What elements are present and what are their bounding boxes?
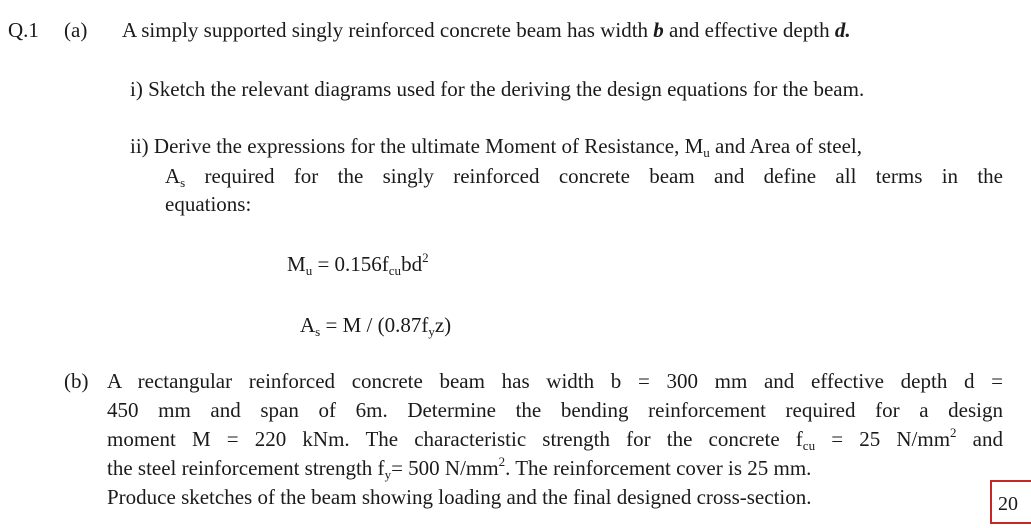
part-b-line3-mid: = 25 N/mm: [815, 427, 951, 451]
eq1-f-sub: cu: [388, 263, 402, 278]
item-ii-A: A: [165, 164, 181, 188]
period: .: [845, 18, 851, 42]
eq2-lhs: A: [300, 313, 316, 337]
part-b-line4-end: . The reinforcement cover is 25 mm.: [505, 456, 812, 480]
item-ii-line2: [165, 164, 1003, 189]
marks-box: [990, 480, 1031, 524]
part-b-line5: Produce sketches of the beam showing loading and the final designed cross-section.: [107, 485, 812, 509]
eq2-mid: = M / (0.87f: [320, 313, 429, 337]
eq1-lhs: M: [287, 252, 306, 276]
and-effective-depth: and effective depth: [669, 18, 830, 42]
question-number: Q.1: [8, 18, 39, 42]
item-ii-line3: equations:: [165, 192, 252, 216]
sub-s: s: [180, 175, 186, 190]
eq2-f-sub: y: [428, 324, 435, 339]
part-b-line4-sup: 2: [498, 454, 506, 469]
var-d: d: [834, 18, 846, 42]
item-ii-line1: [130, 134, 862, 159]
part-b-line3-pre: moment M = 220 kNm. The characteristic strength for the concrete f: [107, 427, 803, 451]
part-b-line3-end: and: [956, 427, 1003, 451]
part-a-label: (a): [64, 18, 88, 42]
item-ii-text-end: and Area of steel,: [709, 134, 862, 158]
part-a-intro-text: A simply supported singly reinforced concrete beam has width: [122, 18, 649, 42]
item-i: i) Sketch the relevant diagrams used for the deriving the design equations for the beam.: [130, 77, 865, 101]
part-b-line4: [107, 456, 811, 481]
part-b-line4-pre: the steel reinforcement strength f: [107, 456, 385, 480]
eq2-lhs-sub: s: [315, 324, 321, 339]
eq1-sup: 2: [422, 250, 429, 265]
item-ii-line2-text: required for the singly reinforced concrete beam and define all terms in the: [185, 164, 1003, 188]
equation-area-steel: [300, 313, 451, 338]
item-ii-text: ii) Derive the expressions for the ultimate Moment of Resistance, M: [130, 134, 704, 158]
part-b-line4-sub: y: [384, 467, 392, 482]
eq1-lhs-sub: u: [305, 263, 313, 278]
part-b-label: (b): [64, 369, 89, 393]
part-b-line2: 450 mm and span of 6m. Determine the bending reinforcement required for a design: [107, 398, 1003, 422]
eq1-tail: bd: [401, 252, 423, 276]
eq1-mid: = 0.156f: [312, 252, 389, 276]
eq2-tail: z): [434, 313, 452, 337]
part-b-line3-sup: 2: [950, 425, 957, 440]
var-b: b: [653, 18, 664, 42]
equation-moment: [287, 252, 429, 277]
sub-u: u: [703, 145, 710, 160]
part-a-intro: [122, 18, 851, 43]
marks-value: 20: [998, 493, 1018, 515]
part-b-line3-sub: cu: [802, 438, 816, 453]
part-b-line1: A rectangular reinforced concrete beam has width b = 300 mm and effective depth d =: [107, 369, 1003, 393]
part-b-line4-mid: = 500 N/mm: [391, 456, 499, 480]
part-b-line3: [107, 427, 1003, 452]
